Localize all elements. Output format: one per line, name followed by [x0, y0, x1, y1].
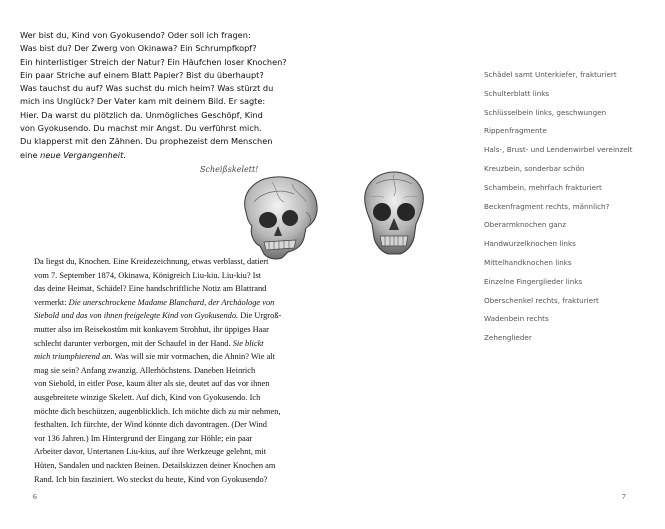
bone-list-item: Mittelhandknochen links — [484, 257, 572, 267]
right-page — [332, 0, 665, 529]
bone-list-item: Hals-, Brust- und Lendenwirbel vereinzelt — [484, 145, 633, 155]
poem-line: Du klapperst mit den Zähnen. Du prophezeist dem Menschen — [20, 136, 273, 147]
bone-list-item: Schädel samt Unterkiefer, frakturiert — [484, 70, 617, 79]
prose-line — [34, 391, 306, 405]
prose-italic-segment: Siebold und das von ihnen freigelegte Kind von Gyokusendo. — [34, 311, 239, 321]
skeleton-caption: Scheißskelett! — [200, 165, 259, 174]
prose-line — [34, 323, 306, 337]
prose-line — [34, 350, 306, 364]
skull-three-quarter-illustration — [232, 172, 324, 262]
prose-segment: mag sie sein? Anfang zwanzig. Allerhöchstens. Daneben Heinrich — [34, 365, 256, 375]
prose-italic-segment: Sie blickt — [232, 338, 264, 348]
prose-segment: Die Urgroß- — [238, 311, 282, 321]
prose-segment: von Siebold, in eitler Pose, kaum älter als sie, deutet auf das vor ihnen — [34, 379, 270, 389]
poem-last-line — [20, 149, 320, 162]
prose-segment: mutter also im Reisekostüm mit konkavem Strohhut, ihr üppiges Haar — [34, 324, 269, 334]
bone-list-item: Kreuzbein, sonderbar schön — [484, 163, 585, 173]
poem-line: Hier. Da warst du plötzlich da. Unmögliches Geschöpf, Kind — [20, 109, 263, 120]
prose-line — [34, 473, 306, 487]
prose-segment: möchte dich beschützen, augenblicklich. Ich möchte dich zu mir nehmen, — [34, 406, 281, 416]
poem-last-prefix: eine — [20, 149, 41, 160]
prose-segment: schlecht darunter verborgen, mit der Schaufel in der Hand. — [34, 338, 233, 348]
prose-line — [34, 377, 306, 391]
poem-line: Wer bist du, Kind von Gyokusendo? Oder soll ich fragen: — [20, 30, 251, 40]
prose-line — [34, 282, 306, 296]
prose-line — [34, 445, 306, 459]
prose-segment: Da liegst du, Knochen. Eine Kreidezeichnung, etwas verblasst, datiert — [34, 257, 269, 266]
prose-line — [34, 269, 306, 283]
poem-line: Ein paar Striche auf einem Blatt Papier? Bist du überhaupt? — [20, 69, 264, 80]
prose-segment: ausgebreitete winzige Skelett. Auf dich, Kind von Gyokusendo. Ich — [34, 392, 261, 402]
bone-list-item: Schlüsselbein links, geschwungen — [484, 107, 607, 117]
bone-list-item: Rippenfragmente — [484, 126, 547, 136]
prose-line — [34, 418, 306, 432]
bone-list-item: Beckenfragment rechts, männlich? — [484, 201, 610, 211]
prose-italic-segment: Die unerschrockene Madame Blanchard, der Archäologe von — [68, 297, 275, 307]
prose-segment: Arbeiter davor, Untertanen Liu-kius, auf ihre Werkzeuge gelehnt, mit — [34, 447, 267, 457]
poem-line: von Gyokusendo. Du machst mir Angst. Du verführst mich. — [20, 123, 262, 134]
bone-list-item: Schulterblatt links — [484, 88, 550, 98]
poem-line: mich ins Unglück? Der Vater kam mit deinem Bild. Er sagte: — [20, 96, 266, 107]
page-number-right: 7 — [622, 492, 626, 501]
bone-list-item: Oberschenkel rechts, frakturiert — [484, 295, 599, 305]
prose-block — [34, 255, 306, 486]
prose-line — [34, 432, 306, 446]
left-page — [0, 0, 332, 529]
prose-line — [34, 364, 306, 378]
prose-line — [34, 296, 306, 310]
bone-list-item: Wadenbein rechts — [484, 314, 549, 324]
prose-segment: Hüten, Sandalen und nackten Beinen. Detailskizzen deiner Knochen am — [34, 460, 276, 470]
prose-segment: festhalten. Ich fürchte, der Wind könnte dich davontragen. (Der Wind — [34, 420, 267, 430]
bone-inventory-list — [484, 69, 654, 351]
poem-last-suffix: . — [123, 149, 126, 160]
poem-line: Was tauchst du auf? Was suchst du mich heim? Was stürzt du — [20, 83, 274, 94]
page-number-left: 6 — [33, 492, 37, 501]
prose-line — [34, 337, 306, 351]
prose-line — [34, 309, 306, 323]
bone-list-item: Einzelne Fingerglieder links — [484, 276, 583, 286]
poem-block — [20, 29, 320, 162]
poem-line: Was bist du? Der Zwerg von Okinawa? Ein Schrumpfkopf? — [20, 43, 257, 54]
prose-segment: das deine Heimat, Schädel? Eine handschriftliche Notiz am Blattrand — [34, 284, 267, 294]
prose-segment: Was will sie mir vormachen, die Ahnin? Wie alt — [112, 352, 275, 362]
prose-line — [34, 405, 306, 419]
poem-line: Ein hinterlistiger Streich der Natur? Ein Häufchen loser Knochen? — [20, 56, 287, 67]
bone-list-item: Zehenglieder — [484, 333, 532, 343]
bone-list-item: Handwurzelknochen links — [484, 239, 576, 249]
prose-italic-segment: mich triumphierend an. — [34, 352, 113, 362]
prose-segment: vom 7. September 1874, Okinawa, Königreich Liu-kiu. Liu-kiu? Ist — [34, 270, 262, 280]
prose-segment: Rand. Ich bin fasziniert. Wo steckst du heute, Kind von Gyokusendo? — [34, 474, 268, 484]
poem-last-italic: neue Vergangenheit — [40, 149, 124, 160]
prose-segment: vermerkt: — [34, 297, 69, 307]
prose-line — [34, 459, 306, 473]
prose-segment: vor 136 Jahren.) Im Hintergrund der Eingang zur Höhle; ein paar — [34, 433, 253, 443]
bone-list-item: Schambein, mehrfach frakturiert — [484, 182, 602, 192]
bone-list-item: Oberarmknochen ganz — [484, 220, 567, 230]
